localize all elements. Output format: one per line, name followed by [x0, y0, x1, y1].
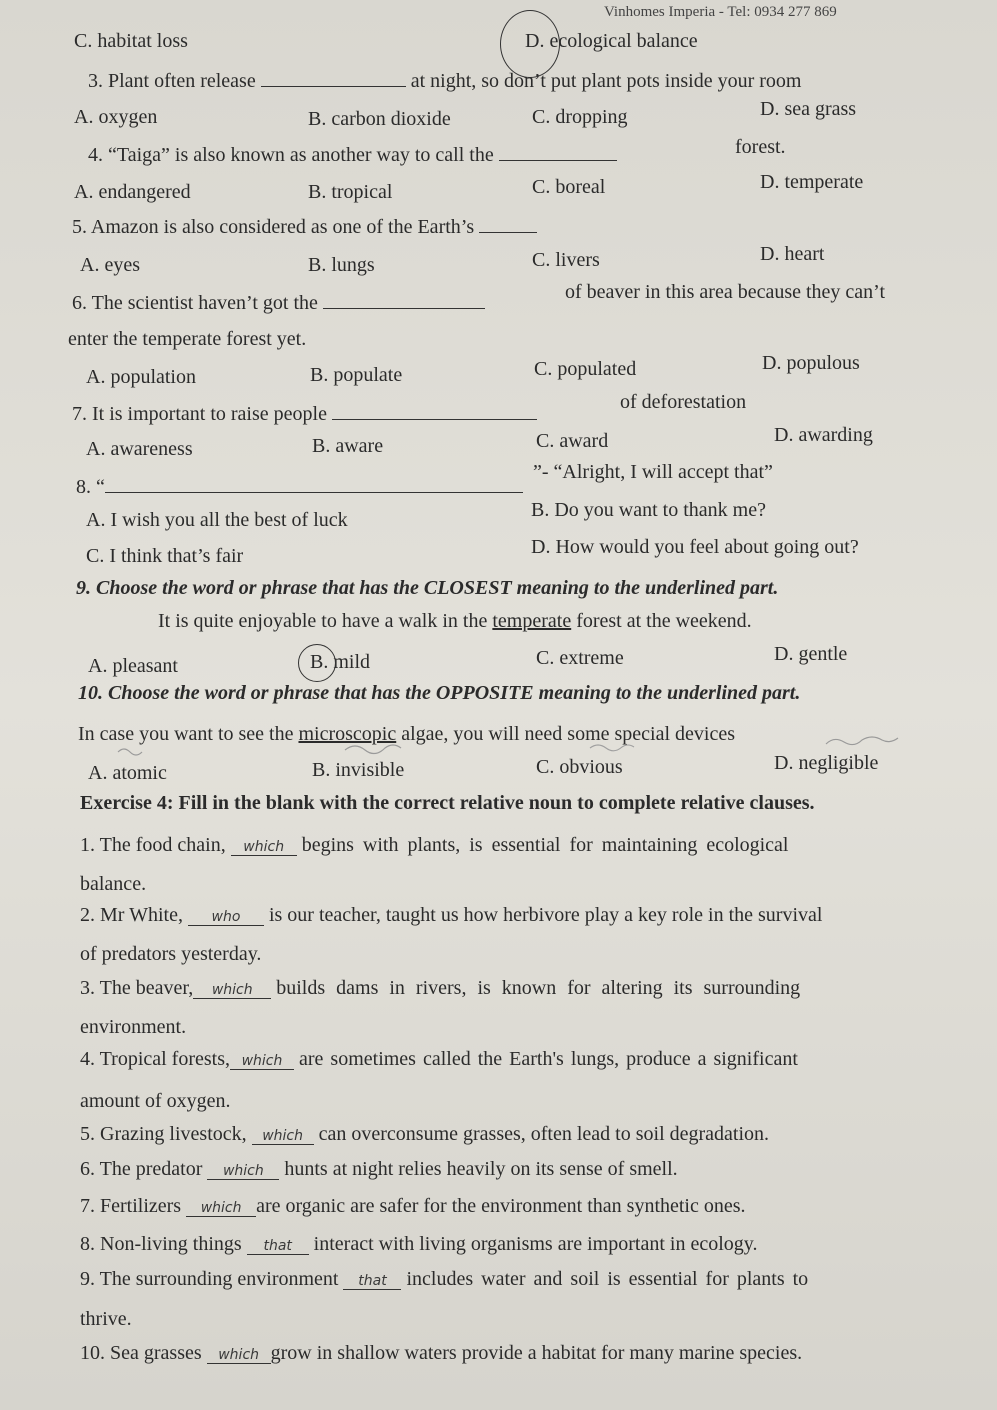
q10-option-c: C. obvious: [536, 756, 623, 778]
q9-sentence: It is quite enjoyable to have a walk in the temperate forest at the weekend.: [158, 610, 752, 632]
handwritten-answer: which: [207, 1347, 271, 1364]
q5-option-b: B. lungs: [308, 254, 375, 276]
q10-option-b: B. invisible: [312, 759, 405, 781]
ex4-item-cont: thrive.: [80, 1308, 132, 1330]
answer-circle-mark: [298, 644, 336, 682]
handwritten-answer: which: [193, 982, 271, 999]
q3-option-c: C. dropping: [532, 106, 628, 128]
ex4-item: 3. The beaver, which builds dams in rivers, is known for altering its surrounding: [80, 977, 801, 999]
handwritten-answer: which: [207, 1163, 279, 1180]
ex4-item: 9. The surrounding environment that includes water and soil is essential for plants to: [80, 1268, 809, 1290]
q8-blank: [105, 474, 523, 493]
ex4-item-cont: balance.: [80, 873, 147, 895]
q2-option-c: C. habitat loss: [74, 30, 188, 52]
q8-option-c: C. I think that’s fair: [86, 545, 244, 567]
q7-option-a: A. awareness: [86, 438, 193, 460]
q6-stem: 6. The scientist haven’t got the: [72, 290, 485, 315]
q8-option-b: B. Do you want to thank me?: [531, 499, 766, 521]
q4-option-d: D. temperate: [760, 171, 864, 193]
q2-option-d: D. ecological balance: [525, 30, 698, 52]
q3-option-d: D. sea grass: [760, 98, 857, 120]
q9-option-c: C. extreme: [536, 647, 624, 669]
ex4-item-cont: of predators yesterday.: [80, 943, 262, 965]
q3-option-a: A. oxygen: [74, 106, 158, 128]
q7-blank: [332, 401, 537, 420]
q6-option-a: A. population: [86, 366, 196, 388]
q3-blank: [261, 68, 406, 87]
handwritten-answer: that: [343, 1273, 401, 1290]
q6-option-b: B. populate: [310, 364, 403, 386]
q7-option-c: C. award: [536, 430, 609, 452]
q7-stem: 7. It is important to raise people: [72, 401, 537, 426]
q4-blank: [499, 142, 617, 161]
ex4-item: 2. Mr White, who is our teacher, taught us how herbivore play a key role in the survival: [80, 904, 823, 926]
q10-sentence: In case you want to see the microscopic algae, you will need some special devices: [78, 723, 736, 745]
q6-stem-line2: enter the temperate forest yet.: [68, 328, 307, 350]
q9-option-b: B. mild: [310, 651, 371, 673]
ex4-item: 7. Fertilizers which are organic are safer for the environment than synthetic ones.: [80, 1195, 746, 1217]
q5-option-a: A. eyes: [80, 254, 140, 276]
handwritten-answer: who: [188, 909, 264, 926]
ex4-item: 10. Sea grasses which grow in shallow waters provide a habitat for many marine species.: [80, 1342, 803, 1364]
q3-option-b: B. carbon dioxide: [308, 108, 451, 130]
q5-stem: 5. Amazon is also considered as one of the Earth’s: [72, 214, 537, 239]
q7-option-b: B. aware: [312, 435, 384, 457]
q4-stem-end: forest.: [735, 136, 786, 158]
exercise4-title: Exercise 4: Fill in the blank with the correct relative noun to complete relative clauses.: [80, 792, 815, 814]
header-contact: Vinhomes Imperia - Tel: 0934 277 869: [604, 4, 837, 20]
ex4-item: 1. The food chain, which begins with plants, is essential for maintaining ecological: [80, 834, 789, 856]
handwritten-answer: which: [231, 839, 297, 856]
handwritten-answer: which: [186, 1200, 256, 1217]
q4-option-c: C. boreal: [532, 176, 606, 198]
q4-option-b: B. tropical: [308, 181, 393, 203]
q6-blank: [323, 290, 485, 309]
q10-instruction: 10. Choose the word or phrase that has the OPPOSITE meaning to the underlined part.: [78, 682, 801, 704]
q6-stem-end: of beaver in this area because they can’t: [565, 281, 886, 303]
handwritten-answer: that: [247, 1238, 309, 1255]
q7-option-d: D. awarding: [774, 424, 873, 446]
q10-option-a: A. atomic: [88, 762, 167, 784]
q8-option-d: D. How would you feel about going out?: [531, 536, 859, 558]
q8-stem: 8. “: [76, 474, 523, 499]
q9-instruction: 9. Choose the word or phrase that has the CLOSEST meaning to the underlined part.: [76, 577, 779, 599]
ex4-item-cont: environment.: [80, 1016, 187, 1038]
handwritten-answer: which: [230, 1053, 294, 1070]
q6-option-d: D. populous: [762, 352, 860, 374]
q9-underlined-word: temperate: [492, 610, 572, 632]
q10-underlined-word: microscopic: [298, 723, 397, 745]
q9-option-a: A. pleasant: [88, 655, 178, 677]
ex4-item: 6. The predator which hunts at night relies heavily on its sense of smell.: [80, 1158, 678, 1180]
handwritten-answer: which: [252, 1128, 314, 1145]
q4-option-a: A. endangered: [74, 181, 191, 203]
q9-option-d: D. gentle: [774, 643, 848, 665]
q7-stem-end: of deforestation: [620, 391, 747, 413]
q3-stem: 3. Plant often release at night, so don’t put plant pots inside your room: [88, 70, 802, 92]
ex4-item: 4. Tropical forests, which are sometimes called the Earth's lungs, produce a significant: [80, 1048, 798, 1070]
q8-option-a: A. I wish you all the best of luck: [86, 509, 348, 531]
ex4-item: 8. Non-living things that interact with living organisms are important in ecology.: [80, 1233, 758, 1255]
q5-blank: [479, 214, 537, 233]
ex4-item-cont: amount of oxygen.: [80, 1090, 231, 1112]
q6-option-c: C. populated: [534, 358, 637, 380]
q4-stem: 4. “Taiga” is also known as another way to call the: [88, 142, 617, 167]
q5-option-c: C. livers: [532, 249, 600, 271]
q8-stem-end: ”- “Alright, I will accept that”: [533, 461, 773, 483]
ex4-item: 5. Grazing livestock, which can overconsume grasses, often lead to soil degradation.: [80, 1123, 770, 1145]
q10-option-d: D. negligible: [774, 752, 879, 774]
q5-option-d: D. heart: [760, 243, 825, 265]
